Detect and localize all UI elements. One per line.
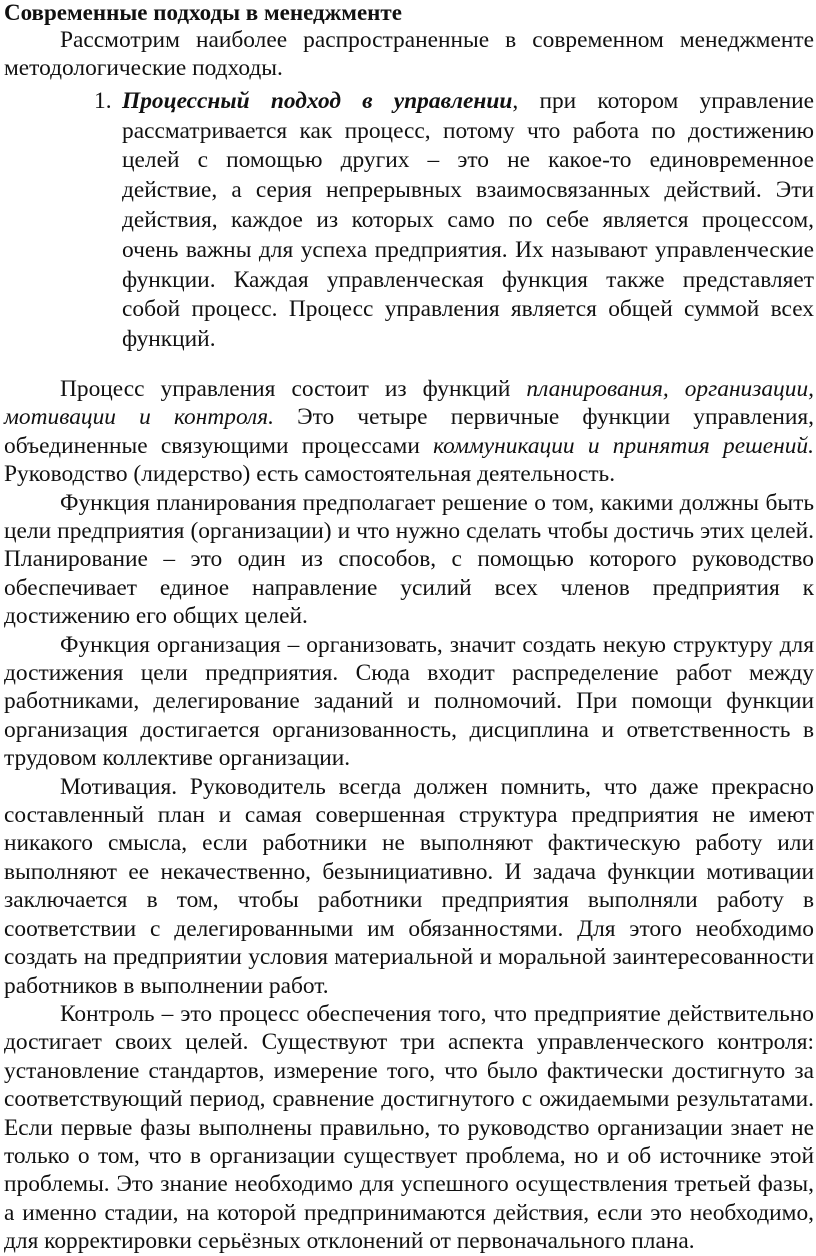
list-item-number: 1. [94, 87, 112, 114]
intro-paragraph: Рассмотрим наиболее распространенные в современном менеджменте методологические подходы. [4, 27, 814, 82]
section-gap [4, 355, 814, 375]
document-title: Современные подходы в менеджменте [4, 0, 402, 25]
paragraph-emphasis: коммуникации и принятия решений. [433, 432, 814, 459]
list-item [4, 87, 814, 355]
paragraph-management-process [4, 375, 814, 489]
paragraph-organization: Функция организация – организовать, значит создать некую структуру для достижения цели предприятия. Сюда входит распределение работ между работниками, делегирование заданий и полномочий. При помощи функции организация достигается организованность, дисциплина и ответственность в трудовом коллективе организации. [4, 631, 814, 772]
paragraph-motivation: Мотивация. Руководитель всегда должен помнить, что даже прекрасно составленный план и самая совершенная структура предприятия не имеют никакого смысла, если работники не выполняют фактическую работу или выполняют ее некачественно, безынициативно. И задача функции мотивации заключается в том, чтобы работники предприятия выполняли работу в соответствии с делегированными им обязанностями. Для этого необходимо создать на предприятии условия материальной и моральной заинтересованности работников в выполнении работ. [4, 773, 814, 999]
paragraph-text: Это четыре первичные функции управления, объединенные связующими процессами [4, 404, 814, 459]
paragraph-planning: Функция планирования предполагает решение о том, какими должны быть цели предприятия (организации) и что нужно сделать чтобы достичь этих целей. Планирование – это один из способов, с помощью которого руководство обеспечивает единое направление усилий всех членов предприятия к достижению его общих целей. [4, 489, 814, 630]
list-item-text: , при котором управление рассматривается как процесс, потому что работа по достижению целей с помощью других – это не какое-то единовременное действие, а серия непрерывных взаимосвязанных действий. Эти действия, каждое из которых само по себе является процессом, очень важны для успеха предприятия. Их называют управленческие функции. Каждая управленческая функция также представляет собой процесс. Процесс управления является общей суммой всех функций. [122, 87, 814, 353]
paragraph-text: Руководство (лидерство) есть самостоятельная деятельность. [4, 461, 616, 488]
list-item-term: Процессный подход в управлении [122, 87, 513, 114]
paragraph-text: Процесс управления состоит из функций [60, 375, 527, 402]
paragraph-control: Контроль – это процесс обеспечения того, что предприятие действительно достигает своих целей. Существуют три аспекта управленческого контроля: установление стандартов, измерение того, что было фактически достигнуто за соответствующий период, сравнение достигнутого с ожидаемыми результатами. Если первые фазы выполнены правильно, то руководство организации знает не только о том, что в организации существует проблема, но и об источнике этой проблемы. Это знание необходимо для успешного осуществления третьей фазы, а именно стадии, на которой предпринимаются действия, если это необходимо, для корректировки серьёзных отклонений от первоначального плана. [4, 1000, 814, 1255]
approaches-list [4, 87, 814, 355]
paragraph-emphasis: планирования, организации, мотивации и контроля. [4, 375, 814, 431]
